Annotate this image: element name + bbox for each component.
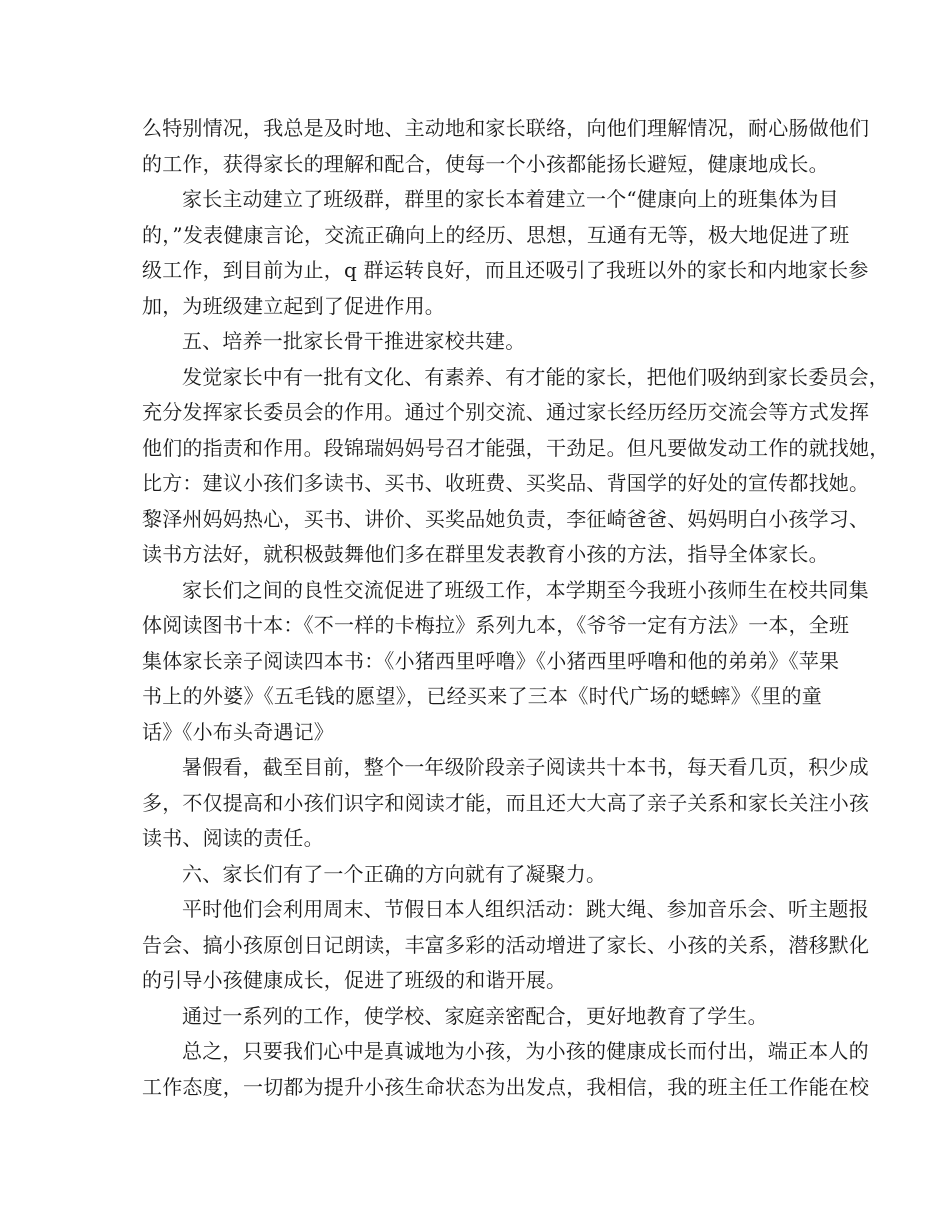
text-line: 书上的外婆》《五毛钱的愿望》，已经买来了三本《时代广场的蟋蟀》《里的童	[142, 684, 822, 708]
text-line: 通过一系列的工作，使学校、家庭亲密配合，更好地教育了学生。	[182, 1003, 768, 1028]
text-line: 的工作，获得家长的理解和配合，使每一个小孩都能扬长避短，健康地成长。	[142, 151, 829, 176]
text-line: 读书、阅读的责任。	[142, 826, 324, 850]
text-line: 读书方法好，就积极鼓舞他们多在群里发表教育小孩的方法，指导全体家长。	[142, 542, 829, 566]
text-line: 平时他们会利用周末、节假日本人组织活动：跳大绳、参加音乐会、听主题报	[182, 897, 869, 921]
paragraph	[142, 999, 822, 1035]
text-line: 话》《小布头奇遇记》	[142, 719, 334, 744]
text-line: 级工作，到目前为止，q 群运转良好，而且还吸引了我班以外的家长和内地家长参	[142, 258, 869, 282]
text-line: 加，为班级建立起到了促进作用。	[142, 293, 445, 318]
paragraph	[142, 182, 869, 324]
text-line: 的，”发表健康言论，交流正确向上的经历、思想，互通有无等，极大地促进了班	[142, 222, 850, 247]
paragraph	[142, 573, 869, 751]
paragraph	[142, 360, 890, 573]
text-line: 么特别情况，我总是及时地、主动地和家长联络，向他们理解情况，耐心肠做他们	[142, 116, 870, 140]
text-line: 六、家长们有了一个正确的方向就有了凝聚力。	[182, 861, 607, 886]
paragraph	[142, 324, 822, 360]
text-line: 多，不仅提高和小孩们识字和阅读才能，而且还大大高了亲子关系和家长关注小孩	[142, 790, 870, 815]
text-line: 他们的指责和作用。段锦瑞妈妈号召才能强，干劲足。但凡要做发动工作的就找她，	[142, 435, 890, 460]
text-line: 的引导小孩健康成长，促进了班级的和谐开展。	[142, 968, 567, 992]
text-line: 工作态度，一切都为提升小孩生命状态为出发点，我相信，我的班主任工作能在校	[142, 1074, 870, 1099]
text-line: 集体家长亲子阅读四本书：《小猪西里呼噜》《小猪西里呼噜和他的弟弟》《苹果	[142, 648, 840, 673]
text-line: 告会、搞小孩原创日记朗读，丰富多彩的活动增进了家长、小孩的关系，潜移默化	[142, 932, 870, 957]
text-line: 体阅读图书十本：《不一样的卡梅拉》系列九本，《爷爷一定有方法》一本，全班	[142, 613, 850, 637]
text-line: 五、培养一批家长骨干推进家校共建。	[182, 329, 526, 353]
text-line: 比方：建议小孩们多读书、买书、收班费、买奖品、背国学的好处的宣传都找她。	[142, 471, 870, 495]
text-line: 总之，只要我们心中是真诚地为小孩，为小孩的健康成长而付出，端正本人的	[182, 1039, 869, 1063]
text-line: 家长们之间的良性交流促进了班级工作，本学期至今我班小孩师生在校共同集	[182, 577, 869, 602]
text-line: 充分发挥家长委员会的作用。通过个别交流、通过家长经历经历交流会等方式发挥	[142, 400, 870, 424]
paragraph	[142, 892, 870, 999]
text-line: 黎泽州妈妈热心，买书、讲价、买奖品她负责，李征崎爸爸、妈妈明白小孩学习、	[142, 506, 870, 531]
text-line: 暑假看，截至目前，整个一年级阶段亲子阅读共十本书，每天看几页，积少成	[182, 755, 869, 779]
document-body	[142, 111, 890, 1105]
paragraph	[142, 857, 822, 893]
paragraph	[142, 1034, 870, 1105]
text-line: 家长主动建立了班级群，群里的家长本着建立一个“健康向上的班集体为目	[182, 187, 839, 211]
paragraph	[142, 750, 870, 857]
paragraph	[142, 111, 870, 182]
text-line: 发觉家长中有一批有文化、有素养、有才能的家长，把他们吸纳到家长委员会，	[182, 364, 889, 389]
